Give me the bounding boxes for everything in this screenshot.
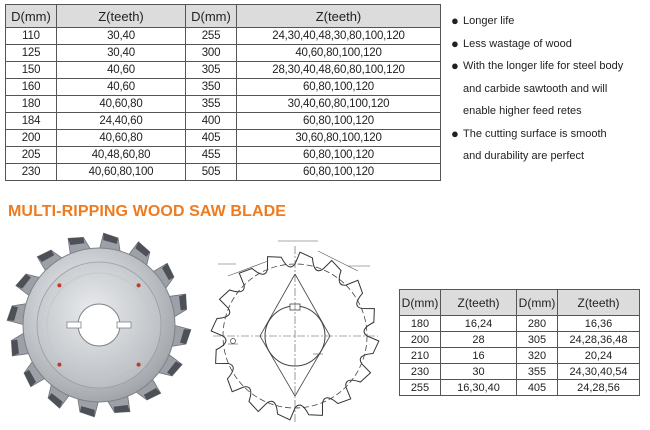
- feature-text: Longer life: [463, 15, 515, 27]
- teeth-cell: 30: [441, 364, 517, 380]
- bullet-icon: ●: [451, 13, 459, 28]
- feature-text: and durability are perfect: [463, 150, 585, 162]
- diameter-cell: 280: [517, 316, 558, 332]
- diameter-cell: 400: [186, 113, 237, 130]
- teeth-cell: 30,40: [57, 28, 186, 45]
- header-teeth: Z(teeth): [57, 5, 186, 28]
- diameter-cell: 255: [186, 28, 237, 45]
- diameter-cell: 160: [6, 79, 57, 96]
- table-header-row: [6, 5, 441, 28]
- saw-blade-photo: [6, 225, 192, 425]
- table-header-row: [400, 290, 640, 316]
- diameter-cell: 305: [517, 332, 558, 348]
- feature-item: [450, 33, 650, 56]
- diameter-cell: 405: [517, 380, 558, 396]
- teeth-cell: 40,60,80,100: [57, 164, 186, 181]
- teeth-cell: 16,30,40: [441, 380, 517, 396]
- diameter-cell: 355: [517, 364, 558, 380]
- table-row: [6, 113, 441, 130]
- bullet-icon: ●: [451, 58, 459, 73]
- teeth-cell: 40,60,80,100,120: [237, 45, 441, 62]
- header-teeth: Z(teeth): [237, 5, 441, 28]
- diameter-cell: 210: [400, 348, 441, 364]
- diameter-cell: 180: [400, 316, 441, 332]
- feature-text: Less wastage of wood: [463, 37, 572, 50]
- diameter-cell: 150: [6, 62, 57, 79]
- diameter-cell: 200: [400, 332, 441, 348]
- diameter-cell: 405: [186, 130, 237, 147]
- teeth-cell: 40,60: [57, 79, 186, 96]
- diameter-cell: 305: [186, 62, 237, 79]
- teeth-cell: 40,60,80: [57, 96, 186, 113]
- teeth-cell: 60,80,100,120: [237, 113, 441, 130]
- table-row: [400, 364, 640, 380]
- header-diameter: D(mm): [6, 5, 57, 28]
- teeth-cell: 28: [441, 332, 517, 348]
- table-row: [6, 130, 441, 147]
- teeth-cell: 30,40: [57, 45, 186, 62]
- table-row: [6, 45, 441, 62]
- table-row: [6, 147, 441, 164]
- teeth-cell: 24,28,36,48: [558, 332, 640, 348]
- table-row: [400, 316, 640, 332]
- diameter-cell: 255: [400, 380, 441, 396]
- diameter-cell: 110: [6, 28, 57, 45]
- diameter-cell: 350: [186, 79, 237, 96]
- table-row: [6, 79, 441, 96]
- feature-item: [450, 123, 650, 146]
- table-row: [400, 332, 640, 348]
- feature-text: The cutting surface is smooth: [463, 127, 607, 140]
- table-body: [6, 28, 441, 181]
- diameter-cell: 355: [186, 96, 237, 113]
- feature-item: [450, 10, 650, 33]
- header-diameter: D(mm): [517, 290, 558, 316]
- section-title: MULTI-RIPPING WOOD SAW BLADE: [8, 203, 287, 220]
- diameter-cell: 230: [6, 164, 57, 181]
- table-row: [400, 380, 640, 396]
- teeth-cell: 60,80,100,120: [237, 164, 441, 181]
- feature-text: With the longer life for steel body: [463, 60, 624, 72]
- feature-text: and carbide sawtooth and will: [463, 82, 608, 95]
- teeth-cell: 16,24: [441, 316, 517, 332]
- rivet-mark: [137, 283, 141, 287]
- bullet-icon: ●: [451, 125, 459, 141]
- diameter-cell: 230: [400, 364, 441, 380]
- table-row: [6, 28, 441, 45]
- table-row: [400, 348, 640, 364]
- diameter-cell: 180: [6, 96, 57, 113]
- rivet-mark: [57, 283, 61, 287]
- table-row: [6, 96, 441, 113]
- teeth-cell: 24,30,40,48,30,80,100,120: [237, 28, 441, 45]
- feature-list: [450, 10, 650, 168]
- spec-table-top: [5, 4, 441, 181]
- diameter-cell: 300: [186, 45, 237, 62]
- teeth-cell: 60,80,100,120: [237, 147, 441, 164]
- teeth-cell: 60,80,100,120: [237, 79, 441, 96]
- diameter-cell: 125: [6, 45, 57, 62]
- teeth-cell: 30,40,60,80,100,120: [237, 96, 441, 113]
- diameter-cell: 200: [6, 130, 57, 147]
- teeth-cell: 40,60,80: [57, 130, 186, 147]
- teeth-cell: 16,36: [558, 316, 640, 332]
- teeth-cell: 16: [441, 348, 517, 364]
- header-diameter: D(mm): [400, 290, 441, 316]
- spec-table-bottom: [399, 289, 640, 396]
- teeth-cell: 24,28,56: [558, 380, 640, 396]
- diameter-cell: 205: [6, 147, 57, 164]
- table-row: [6, 62, 441, 79]
- teeth-cell: 24,40,60: [57, 113, 186, 130]
- feature-item: [450, 145, 650, 168]
- header-teeth: Z(teeth): [441, 290, 517, 316]
- feature-text: enable higher feed retes: [463, 105, 582, 117]
- diameter-cell: 320: [517, 348, 558, 364]
- teeth-cell: 24,30,40,54: [558, 364, 640, 380]
- rivet-mark: [57, 363, 61, 367]
- teeth-cell: 40,60: [57, 62, 186, 79]
- teeth-cell: 20,24: [558, 348, 640, 364]
- teeth-cell: 28,30,40,48,60,80,100,120: [237, 62, 441, 79]
- header-diameter: D(mm): [186, 5, 237, 28]
- table-body: [400, 316, 640, 396]
- teeth-cell: 40,48,60,80: [57, 147, 186, 164]
- teeth-cell: 30,60,80,100,120: [237, 130, 441, 147]
- diameter-cell: 455: [186, 147, 237, 164]
- diameter-cell: 184: [6, 113, 57, 130]
- diameter-cell: 505: [186, 164, 237, 181]
- feature-item: [450, 78, 650, 101]
- feature-item: [450, 55, 650, 78]
- feature-item: [450, 100, 650, 123]
- header-teeth: Z(teeth): [558, 290, 640, 316]
- table-row: [6, 164, 441, 181]
- saw-blade-technical-drawing: [198, 236, 393, 426]
- bullet-icon: ●: [451, 35, 459, 51]
- rivet-mark: [137, 363, 141, 367]
